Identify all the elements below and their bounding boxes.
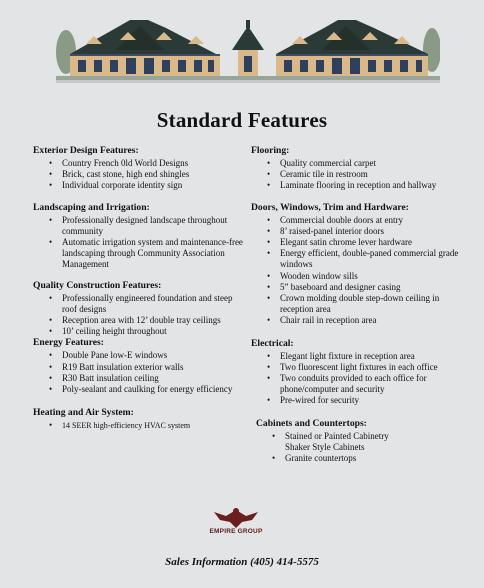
list-item: • Two fluorescent light fixtures in each office (251, 362, 473, 373)
section-heading: Heating and Air System: (33, 407, 134, 419)
eagle-icon (206, 506, 266, 530)
section-heading: Exterior Design Features: (33, 145, 139, 156)
feature-list (33, 420, 247, 431)
list-item: • Double Pane low-E windows (33, 350, 247, 361)
list-item: • Wooden window sills (251, 271, 473, 282)
list-item: • Country French 0ld World Designs (33, 158, 247, 169)
section-heading: Flooring: (251, 145, 290, 156)
list-item: • Professionally designed landscape throughout community (33, 215, 247, 237)
list-item: • Granite countertops (256, 453, 473, 464)
list-item: • Professionally engineered foundation and steep roof designs (33, 293, 247, 315)
feature-list (33, 215, 247, 271)
list-item: • 5” baseboard and designer casing (251, 282, 473, 293)
list-item: • Laminate flooring in reception and hallway (251, 180, 473, 191)
section-heading: Quality Construction Features: (33, 279, 162, 291)
list-item: • Stained or Painted Cabinetry (256, 431, 473, 442)
list-item: Shaker Style Cabinets (285, 441, 365, 452)
list-item: • Elegant light fixture in reception area (251, 351, 473, 362)
section-heading: Landscaping and Irrigation: (33, 201, 150, 213)
list-item: • Brick, cast stone, high end shingles (33, 169, 247, 180)
empire-group-logo (206, 506, 266, 542)
section-quality-construction (33, 280, 247, 338)
list-item: • Elegant satin chrome lever hardware (251, 237, 473, 248)
left-column (33, 145, 247, 431)
list-item: • 14 SEER high-efficiency HVAC system (33, 420, 247, 431)
section-heading: Cabinets and Countertops: (256, 417, 367, 429)
list-item: • Reception area with 12’ double tray ceilings (33, 315, 247, 326)
feature-list (33, 350, 247, 395)
feature-list (33, 158, 247, 192)
section-exterior-design (33, 145, 247, 192)
list-item: • Quality commercial carpet (251, 158, 473, 169)
section-energy (33, 337, 247, 395)
list-item: • R19 Batt insulation exterior walls (33, 362, 247, 373)
feature-list (33, 293, 247, 338)
list-item: • Pre-wired for security (251, 395, 473, 406)
section-doors-windows (251, 202, 473, 327)
section-heating-air (33, 407, 247, 431)
feature-list (251, 158, 473, 192)
list-item: • R30 Batt insulation ceiling (33, 373, 247, 384)
page-title: Standard Features (156, 108, 328, 132)
sales-information: Sales Information (405) 414-5575 (165, 556, 319, 568)
section-flooring (251, 145, 473, 192)
list-item: • Chair rail in reception area (251, 315, 473, 326)
list-item: • Automatic irrigation system and maintenance-free landscaping through Community Association Management (33, 237, 247, 271)
section-heading: Doors, Windows, Trim and Hardware: (251, 201, 409, 213)
right-column (251, 145, 473, 464)
section-electrical (251, 338, 473, 407)
list-item: • 10’ ceiling height throughout (33, 326, 247, 337)
feature-list (251, 351, 473, 407)
list-item: • Individual corporate identity sign (33, 180, 247, 191)
building-rendering (56, 10, 440, 90)
section-landscaping (33, 202, 247, 271)
list-item: • Two conduits provided to each office for phone/computer and security (251, 373, 473, 395)
feature-list (256, 431, 473, 465)
list-item: • Energy efficient, double-paned commercial grade windows (251, 248, 473, 270)
list-item: • Ceramic tile in restroom (251, 169, 473, 180)
section-heading: Energy Features: (33, 337, 104, 349)
list-item: • Crown molding double step-down ceiling in reception area (251, 293, 473, 315)
feature-list (251, 215, 473, 327)
section-cabinets (251, 418, 473, 465)
list-item: • Poly-sealant and caulking for energy efficiency (33, 384, 247, 395)
list-item: • 8’ raised-panel interior doors (251, 226, 473, 237)
section-heading: Electrical: (251, 337, 294, 349)
list-item: • Commercial double doors at entry (251, 215, 473, 226)
logo-text: EMPIRE GROUP (209, 528, 263, 535)
